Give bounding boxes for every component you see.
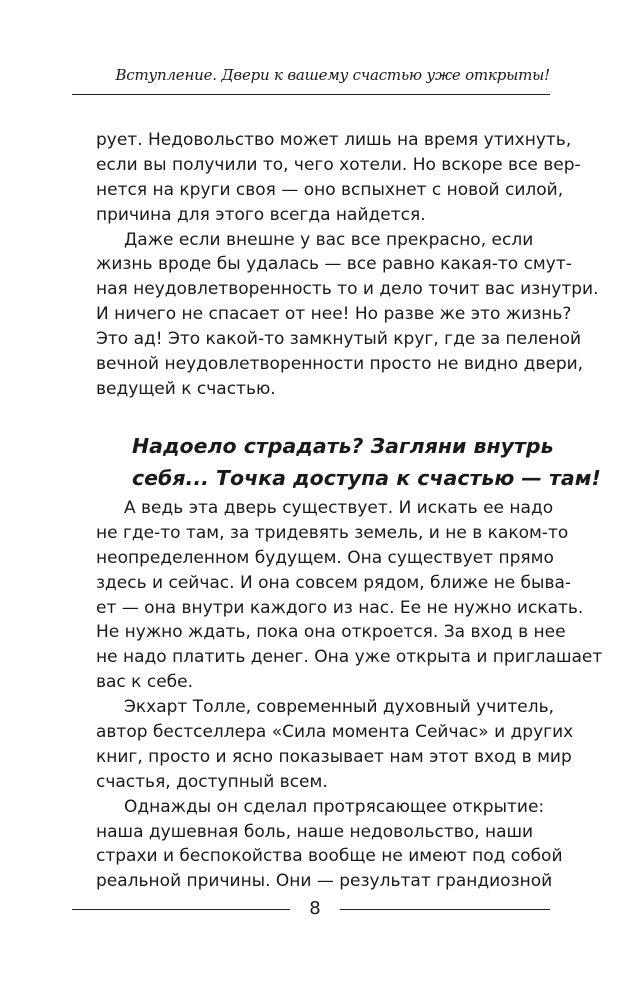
text-line: причина для этого всегда найдется. [96,204,426,225]
section-heading [132,430,601,494]
body-text-section-2 [96,496,603,894]
text-line: книг, просто и ясно показывает нам этот вход в мир [96,746,572,767]
text-line: нется на круги своя — оно вспыхнет с новой силой, [96,179,564,200]
heading-line: себя... Точка доступа к счастью — там! [132,466,601,490]
text-line: счастья, доступный всем. [96,771,328,792]
text-line: рует. Недовольство может лишь на время утихнуть, [96,130,572,150]
text-line: страхи и беспокойства вообще не имеют под собой [96,846,563,867]
running-head-title: Вступление. Двери к вашему счастью уже открыты! [115,66,550,84]
text-line: Это ад! Это какой-то замкнутый круг, где за пеленой [96,329,582,350]
text-line: если вы получили то, чего хотели. Но вскоре все вер- [96,154,581,175]
text-line: ет — она внутри каждого из нас. Ее не нужно искать. [96,597,584,618]
text-line: Однажды он сделал протрясающее открытие: [124,796,545,817]
heading-line: Надоело страдать? Загляни внутрь [132,434,554,458]
body-text-section-1 [96,128,599,402]
text-line: неопределенном будущем. Она существует прямо [96,547,554,568]
footer-rule-right [340,909,550,910]
text-line: Даже если внешне у вас все прекрасно, если [124,229,534,250]
text-line: вечной неудовлетворенности просто не видно двери, [96,354,584,375]
footer-rule-left [72,909,290,910]
text-line: наша душевная боль, наше недовольство, наши [96,821,534,842]
page-number: 8 [309,898,321,919]
text-line: жизнь вроде бы удалась — все равно какая-то смут- [96,254,572,275]
text-line: автор бестселлера «Сила момента Сейчас» и других [96,722,574,743]
text-line: И ничего не спасает от нее! Но разве же это жизнь? [96,304,572,325]
text-line: не где-то там, за тридевять земель, и не в каком-то [96,522,569,543]
text-line: Не нужно ждать, пока она откроется. За вход в нее [96,622,566,643]
running-head [72,60,550,95]
text-line: ведущей к счастью. [96,378,276,399]
text-line: здесь и сейчас. И она совсем рядом, ближе не быва- [96,572,572,593]
text-line: вас к себе. [96,672,194,693]
text-line: А ведь эта дверь существует. И искать ее надо [124,498,554,518]
text-line: Экхарт Толле, современный духовный учитель, [124,697,554,718]
text-line: реальной причины. Они — результат грандиозной [96,871,553,892]
text-line: не надо платить денег. Она уже открыта и приглашает [96,647,603,668]
text-line: ная неудовлетворенность то и дело точит вас изнутри. [96,279,599,300]
